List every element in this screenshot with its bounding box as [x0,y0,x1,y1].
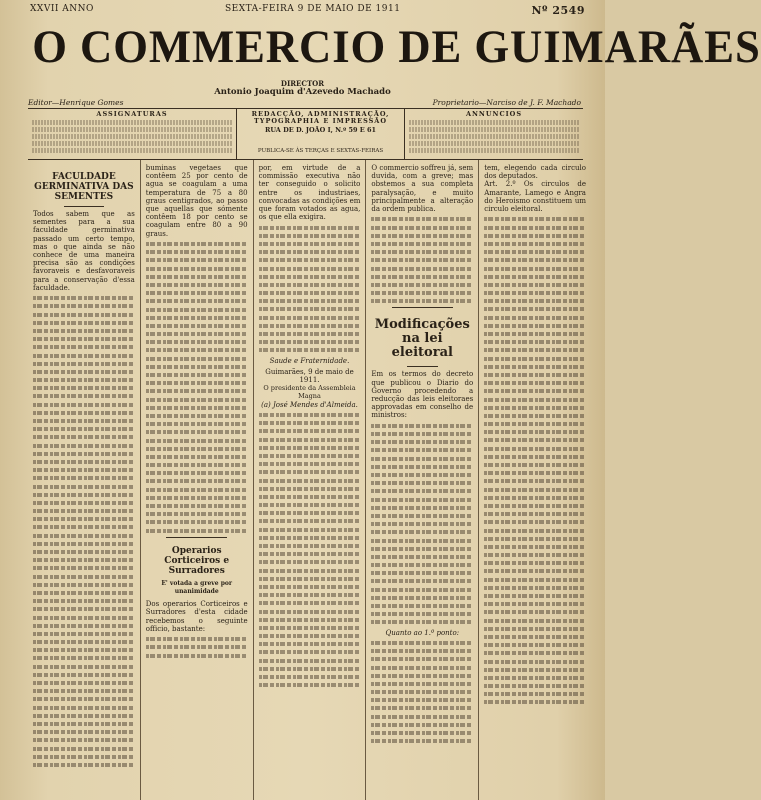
column-4 [366,160,479,800]
column-1 [28,160,141,800]
article-subtitle-strike: E' votada a greve por unanimidade [161,579,233,595]
subscriptions-title: ASSIGNATURAS [96,110,168,118]
sign-name: (a) José Mendes d'Almeida. [261,400,358,409]
ads-title: ANNUNCIOS [465,110,523,118]
publication-days: PUBLICA-SE ÀS TERÇAS E SEXTAS-FEIRAS [257,148,384,154]
sign-role: O presidente da Assembleia Magna [263,384,356,401]
volume: XXVII ANNO [30,4,94,14]
article-text-workers: Dos operarios Corticeiros e Surradores d'esta cidade recebemos o seguinte officio, bastante: [145,600,248,633]
article-title-germination: FACULDADE GERMINATIVA DAS SEMENTES [34,172,134,202]
article-text-assembly: por, em virtude de a commissão executiva não ter conseguido o solicito entre os industriaes, convocadas as condições em que foram votados as agua, os que ella exigira. [258,164,361,222]
article-columns [28,160,591,800]
column-2 [141,160,254,800]
editor-name: Editor—Henrique Gomes [28,98,124,107]
issue-date: SEXTA-FEIRA 9 DE MAIO DE 1911 [224,4,401,14]
office-title: REDACÇÃO, ADMINISTRAÇÃO, TYPOGRAPHIA E IMPRESSÃO [251,110,390,125]
electoral-note: Quanto ao 1.º ponto: [385,628,460,637]
office-address: RUA DE D. JOÃO I, N.º 59 E 61 [264,126,377,134]
owner-name: Proprietario—Narciso de J. F. Machado [432,98,581,107]
column-5 [479,160,591,800]
issue-number: Nº 2549 [531,4,585,17]
article-text-commerce: O commercio soffreu já, sem duvida, com a greve; mas obstemos a sua completa paralysação, e muito principalmente a alteração da ordem publica. [371,164,474,214]
article-text-electoral: Em os termos do decreto que publicou o Diario do Governo procedendo a reducção das leis eleitoraes approvadas em conselho de ministros: [371,370,474,420]
editors-line [28,98,581,107]
info-bar [28,108,583,160]
article-text-article2: Art. 2.º Os circulos de Amarante, Lamego e Angra do Heroismo constituem um circulo eleitoral. [484,180,586,214]
sign-off: Saude e Fraternidade. [269,356,350,365]
article-title-workers: Operarios Corticeiros e Surradores [164,545,230,576]
issue-line [30,4,585,17]
masthead [18,14,761,80]
column-3 [254,160,367,800]
subscriptions-box [28,109,237,159]
director-label: DIRECTOR [280,79,325,88]
article-text-circles: tem, elegendo cada circulo dos deputados. [484,164,586,181]
article-text-germination: Todos sabem que as sementes para a sua faculdade germinativa passado um certo tempo, mas o que ainda se não conhece de uma maneira precisa são as condições favoraveis e desfavoraveis para a conservação d'essa faculdade. [33,210,135,292]
director-block [0,79,605,97]
article-text-albumin: buminas vegetaes que contêem 25 por cento de agua se coagulam a uma temperatura de 75 a 80 graus centigrados, ao passo que aquellas que sómente contêem 18 por cento se coagulam entre 80 a 90 graus. [145,164,248,238]
ads-box [405,109,583,159]
director-name: Antonio Joaquim d'Azevedo Machado [214,87,391,97]
article-title-electoral: Modificações na lei eleitoral [374,317,470,361]
sign-place: Guimarães, 9 de maio de 1911. [265,367,354,385]
office-box [237,109,405,159]
newspaper-title: O COMMERCIO DE GUIMARÃES [32,21,761,73]
